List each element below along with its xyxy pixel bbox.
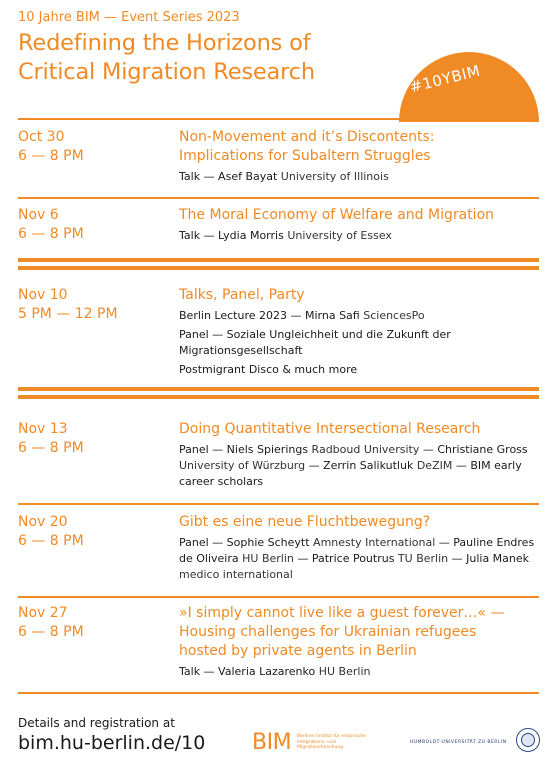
event-time: 6 — 8 PM: [18, 440, 84, 456]
party: Postmigrant Disco & much more: [179, 363, 358, 376]
affiliation: HU Berlin: [315, 665, 371, 678]
event-title-line: Gibt es eine neue Fluchtbewegung?: [179, 514, 431, 530]
event-title-line: The Moral Economy of Welfare and Migration: [179, 207, 495, 223]
event-date: [18, 604, 168, 642]
speaker: Talk — Valeria Lazarenko: [179, 665, 316, 678]
event-title: [179, 206, 539, 225]
event-speaker-line: [179, 664, 539, 680]
event-title: [179, 604, 539, 661]
event-party-line: [179, 362, 539, 378]
speaker: — Julia Manek: [448, 552, 530, 565]
speaker: Berlin Lecture 2023 — Mirna Safi: [179, 309, 360, 322]
event-title-line: Non-Movement and it’s Discontents:: [179, 129, 435, 145]
registration-link[interactable]: bim.hu-berlin.de/10: [18, 732, 206, 754]
event-body: [179, 128, 539, 185]
event-title-line: Doing Quantitative Intersectional Research: [179, 421, 481, 437]
event-body: [179, 286, 539, 378]
event-body: [179, 604, 539, 680]
speaker: — Pauline Endres de Oliveira: [179, 536, 535, 565]
title-line-1: Redefining the Horizons of: [18, 30, 311, 56]
event-body: [179, 513, 539, 583]
bim-subtitle: Berliner Institut für empirische Integrations- und Migrationsforschung: [297, 734, 367, 751]
affiliation: HU Berlin: [238, 552, 294, 565]
event-date: [18, 286, 168, 324]
event-time: 6 — 8 PM: [18, 624, 84, 640]
event-speaker-line: [179, 228, 539, 244]
divider: [18, 503, 539, 505]
bim-wordmark: BIM: [252, 730, 292, 755]
event-time: 5 PM — 12 PM: [18, 306, 118, 322]
affiliation: University of Illinois: [277, 170, 389, 183]
affiliation: Amnesty International: [309, 536, 436, 549]
event-day: Nov 27: [18, 605, 68, 621]
event-date: [18, 128, 168, 166]
event-date: [18, 513, 168, 551]
event-day: Nov 13: [18, 421, 68, 437]
bim-logo: [252, 730, 377, 755]
divider: [18, 596, 539, 598]
event-title-line: »I simply cannot live like a guest forever…« —: [179, 605, 505, 621]
footer: [18, 716, 205, 754]
affiliation: TU Berlin: [394, 552, 449, 565]
event-time: 6 — 8 PM: [18, 226, 84, 242]
event-title: [179, 420, 539, 439]
double-divider-bottom: [18, 395, 539, 399]
event-title: [179, 286, 539, 305]
event-day: Oct 30: [18, 129, 65, 145]
event-speaker-line: [179, 442, 539, 490]
event-body: [179, 206, 539, 244]
double-divider-top: [18, 387, 539, 391]
speaker: — BIM early career scholars: [179, 459, 522, 488]
affiliation: SciencesPo: [359, 309, 425, 322]
panel: Panel — Soziale Ungleichheit und die Zukunft der Migrationsgesellschaft: [179, 328, 451, 357]
event-title-line: Housing challenges for Ukrainian refugees: [179, 624, 477, 640]
event-title-line: Talks, Panel, Party: [179, 287, 305, 303]
speaker: — Christiane Gross: [419, 443, 528, 456]
event-title-line: hosted by private agents in Berlin: [179, 643, 417, 659]
affiliation: DeZIM: [413, 459, 453, 472]
event-speaker-line: [179, 308, 539, 324]
page-title: [18, 29, 448, 87]
event-speaker-line: [179, 535, 539, 583]
speaker: Panel — Niels Spierings: [179, 443, 309, 456]
double-divider-top: [18, 258, 539, 262]
affiliation: Radboud University: [308, 443, 420, 456]
hashtag-text: #10YBIM: [407, 61, 483, 97]
double-divider-bottom: [18, 266, 539, 270]
title-line-2: Critical Migration Research: [18, 59, 315, 85]
university-seal-icon: [516, 728, 540, 752]
affiliation: University of Essex: [283, 229, 392, 242]
affiliation: medico international: [179, 568, 293, 581]
event-date: [18, 206, 168, 244]
divider: [18, 692, 539, 694]
divider: [18, 118, 539, 120]
event-title-line: Implications for Subaltern Struggles: [179, 148, 431, 164]
speaker: — Zerrin Salikutluk: [305, 459, 414, 472]
divider: [18, 197, 539, 199]
speaker: Panel — Sophie Scheytt: [179, 536, 310, 549]
affiliation: University of Würzburg: [179, 459, 306, 472]
event-panel-line: [179, 327, 539, 359]
event-speaker-line: [179, 169, 539, 185]
event-title: [179, 513, 539, 532]
event-series-kicker: 10 Jahre BIM — Event Series 2023: [18, 10, 240, 25]
event-date: [18, 420, 168, 458]
event-title: [179, 128, 539, 166]
event-day: Nov 6: [18, 207, 59, 223]
header: [18, 10, 448, 87]
event-day: Nov 10: [18, 287, 68, 303]
event-time: 6 — 8 PM: [18, 533, 84, 549]
speaker: — Patrice Poutrus: [293, 552, 395, 565]
speaker: Talk — Asef Bayat: [179, 170, 278, 183]
event-day: Nov 20: [18, 514, 68, 530]
speaker: Talk — Lydia Morris: [179, 229, 284, 242]
event-time: 6 — 8 PM: [18, 148, 84, 164]
hu-berlin-name: HUMBOLDT-UNIVERSITÄT ZU BERLIN: [410, 740, 507, 745]
details-label: Details and registration at: [18, 716, 175, 730]
event-body: [179, 420, 539, 490]
